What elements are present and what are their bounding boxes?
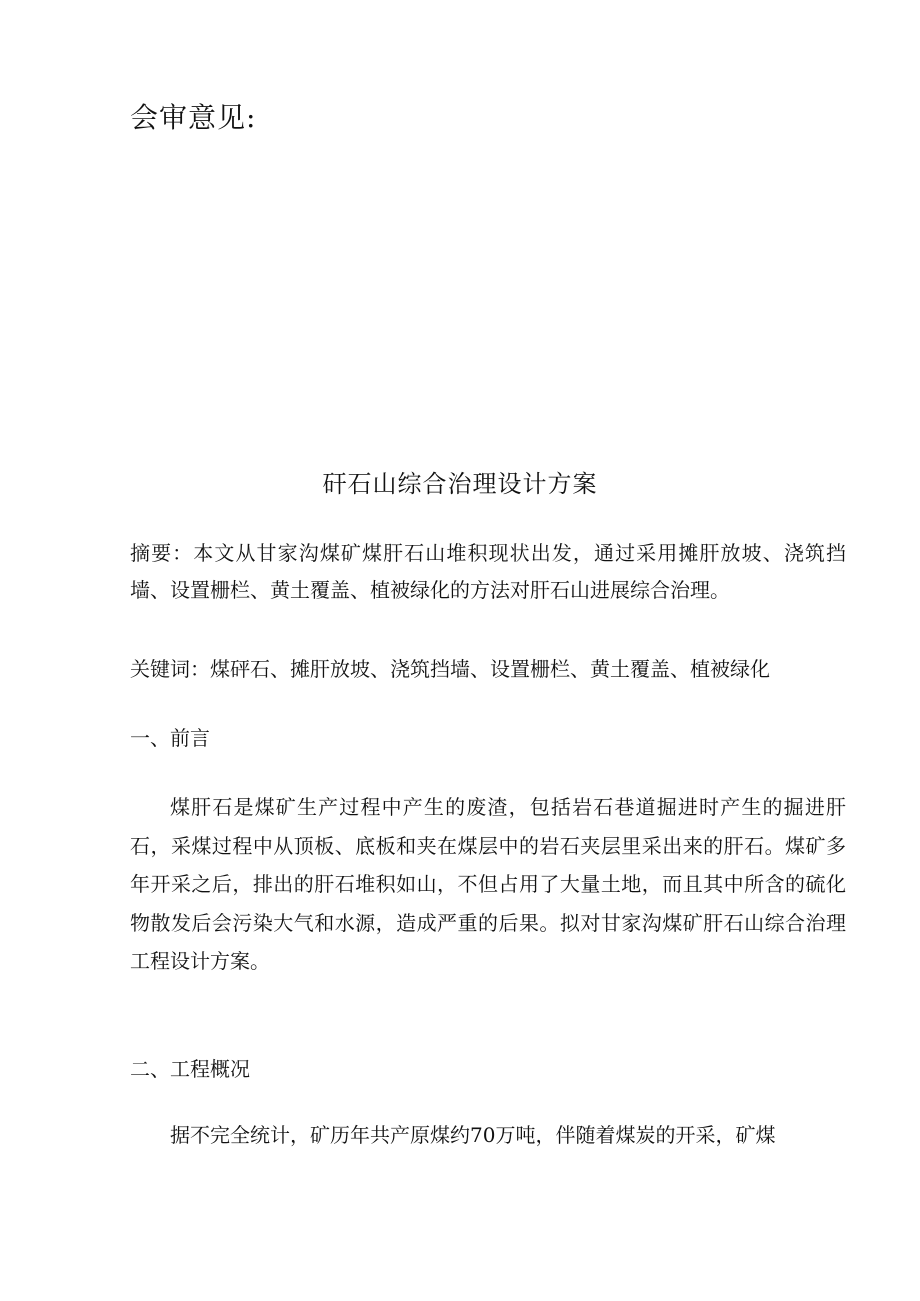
section-body-project-overview: 据不完全统计，矿历年共产原煤约70万吨，伴随着煤炭的开采，矿煤 [170, 1123, 776, 1147]
review-opinion-heading: 会审意见: [130, 101, 257, 134]
section-body-preface: 煤肝石是煤矿生产过程中产生的废渣，包括岩石巷道掘进时产生的掘进肝石，采煤过程中从顶板、底板和夹在煤层中的岩石夹层里采出来的肝石。煤矿多年开采之后，排出的肝石堆积如山，不但占用了大量土地，而且其中所含的硫化物散发后会污染大气和水源，造成严重的后果。拟对甘家沟煤矿肝石山综合治理工程设计方案。 [130, 795, 846, 973]
section-heading-preface: 一、前言 [130, 726, 210, 750]
abstract-paragraph: 摘要：本文从甘家沟煤矿煤肝石山堆积现状出发，通过采用摊肝放坡、浇筑挡墙、设置栅栏、黄土覆盖、植被绿化的方法对肝石山进展综合治理。 [130, 541, 846, 602]
section-heading-project-overview: 二、工程概况 [130, 1057, 250, 1081]
document-title: 矸石山综合治理设计方案 [322, 470, 598, 498]
keywords-line: 关键词：煤砰石、摊肝放坡、浇筑挡墙、设置栅栏、黄土覆盖、植被绿化 [130, 657, 770, 681]
